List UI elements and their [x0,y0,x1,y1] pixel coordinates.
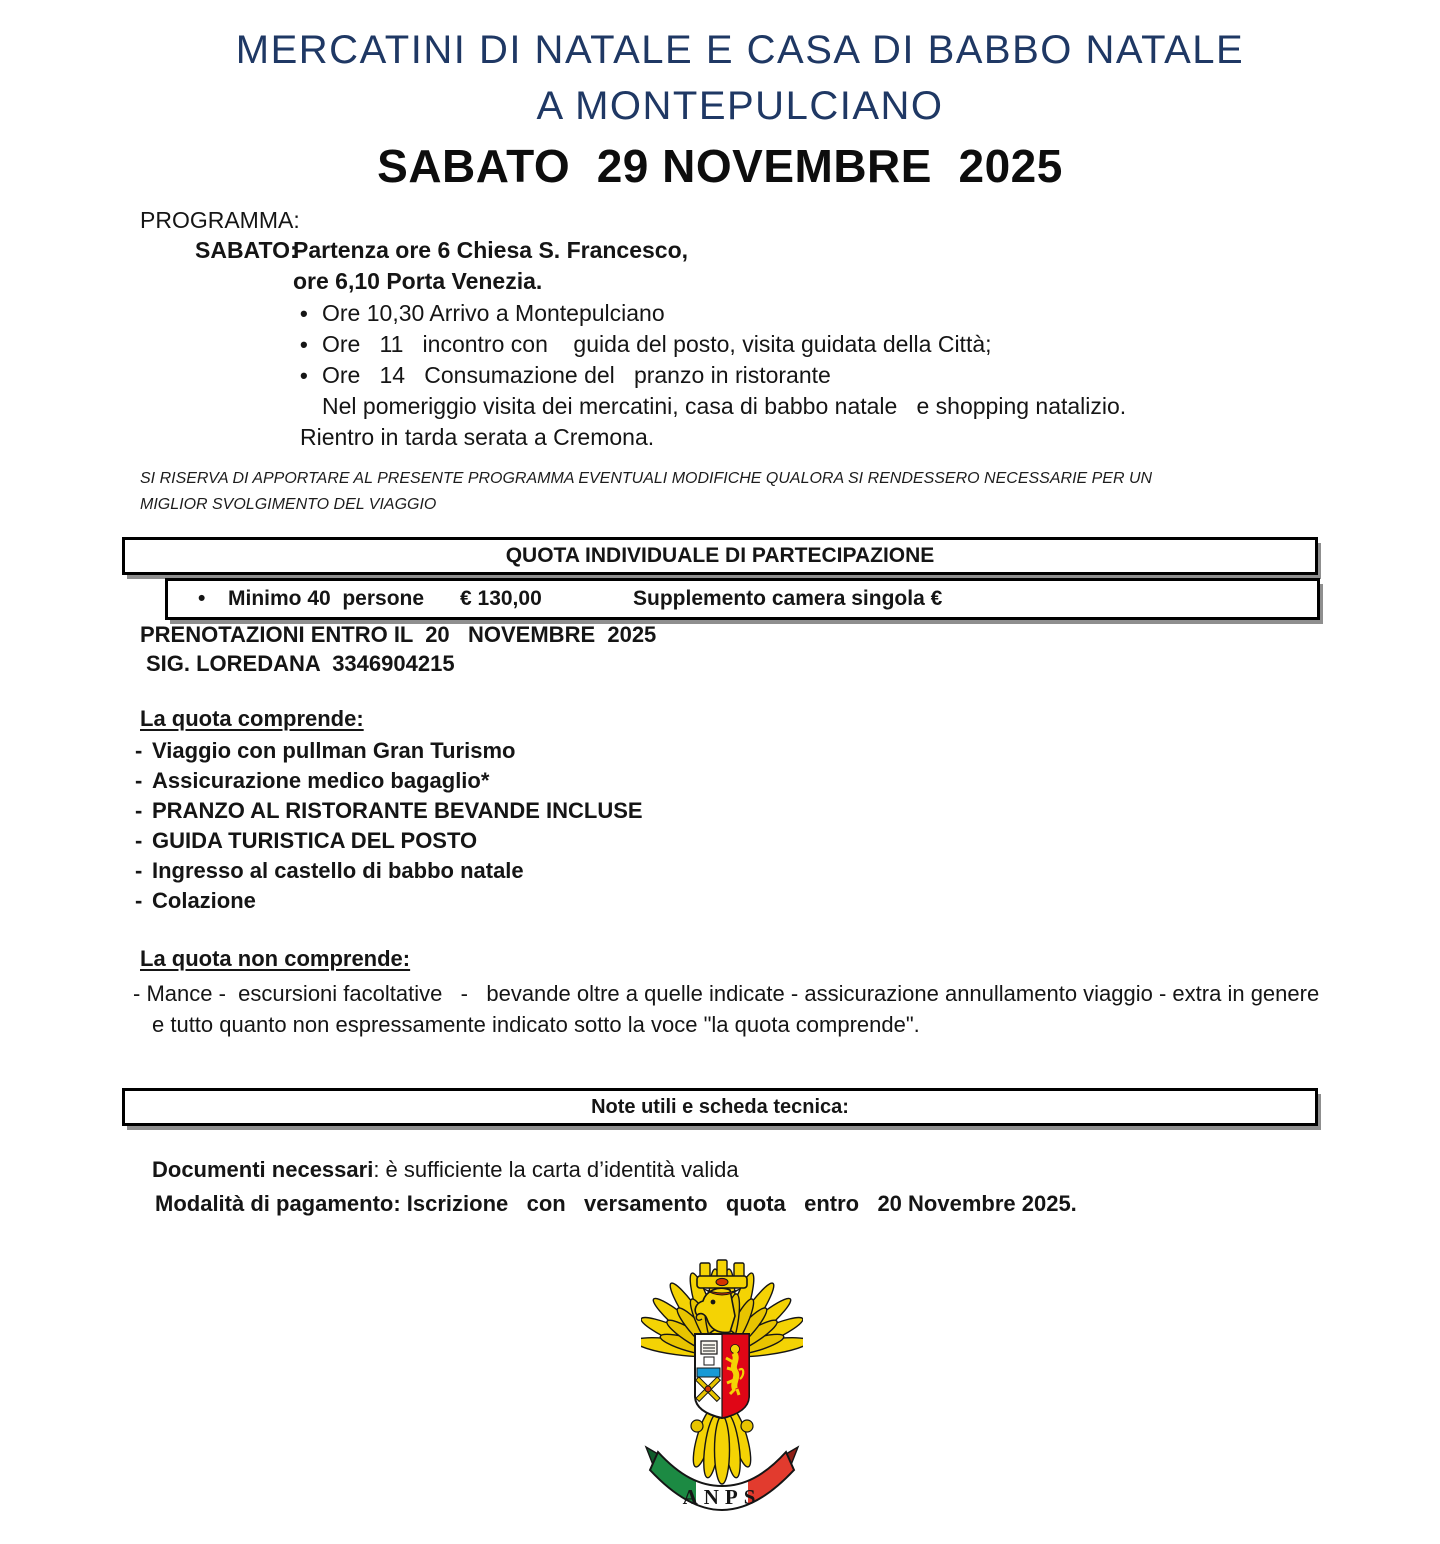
price-text: € 130,00 [460,587,542,610]
includes-heading: La quota comprende: [140,706,364,731]
includes-item [135,768,489,794]
dash-icon: - [135,888,143,913]
schedule-text: Ore 10,30 Arrivo a Montepulciano [322,300,665,326]
anps-eagle-emblem [641,1258,803,1514]
booking-deadline: PRENOTAZIONI ENTRO IL 20 NOVEMBRE 2025 [140,622,657,647]
quota-detail-box [165,578,1320,620]
document-title-line2: A MONTEPULCIANO [536,84,944,128]
program-change-disclaimer: SI RISERVA DI APPORTARE AL PRESENTE PROGRAMMA EVENTUALI MODIFICHE QUALORA SI RENDESSERO NECESSARIE PER UN MIGLIOR SVOLGIMENTO DEL VIAGGIO [140,470,1157,513]
schedule-item [300,300,665,327]
afternoon-note: Nel pomeriggio visita dei mercatini, casa di babbo natale e shopping natalizio. [322,393,1127,419]
documents-line [152,1157,739,1183]
excludes-text: - Mance - escursioni facoltative - bevande oltre a quelle indicate - assicurazione annullamento viaggio - extra in genere e tutto quanto non espressamente indicato sotto la voce "la quota comprende". [133,981,1326,1038]
includes-item-text: PRANZO AL RISTORANTE BEVANDE INCLUSE [152,798,643,823]
dash-icon: - [135,798,143,823]
return-note: Rientro in tarda serata a Cremona. [300,424,655,450]
heraldic-shield [695,1334,749,1418]
quota-header-box [122,537,1318,575]
notes-header-box [122,1088,1318,1126]
booking-contact: SIG. LOREDANA 3346904215 [146,651,455,676]
single-room-supplement-text: Supplemento camera singola € [633,587,943,610]
document-title-line1: MERCATINI DI NATALE E CASA DI BABBO NATALE [235,28,1245,72]
dash-icon: - [135,738,143,763]
includes-item-text: Colazione [152,888,256,913]
schedule-item [300,362,831,389]
departure-row [195,237,688,264]
departure-line2: ore 6,10 Porta Venezia. [293,268,543,294]
excludes-heading: La quota non comprende: [140,946,411,971]
bullet-icon: • [300,363,308,388]
schedule-text: Ore 11 incontro con guida del posto, visita guidata della Città; [322,331,992,357]
includes-item [135,828,477,854]
quota-header-text: QUOTA INDIVIDUALE DI PARTECIPAZIONE [505,544,935,567]
includes-item-text: Viaggio con pullman Gran Turismo [152,738,516,763]
anps-logo [641,1258,803,1514]
notes-header-text: Note utili e scheda tecnica: [591,1095,849,1118]
programma-label: PROGRAMMA: [140,207,300,233]
payment-line: Modalità di pagamento: Iscrizione con versamento quota entro 20 Novembre 2025. [155,1191,1077,1216]
includes-item [135,888,256,914]
includes-item-text: Assicurazione medico bagaglio* [152,768,490,793]
document-date-title: SABATO 29 NOVEMBRE 2025 [377,140,1063,192]
anps-banner-text: ANPS [682,1485,762,1509]
day-label: SABATO: [195,237,298,263]
includes-item [135,738,515,764]
dash-icon: - [135,858,143,883]
documents-label: Documenti necessari [152,1157,374,1182]
bullet-icon: • [300,301,308,326]
includes-item-text: GUIDA TURISTICA DEL POSTO [152,828,478,853]
eagle-eye [711,1300,716,1305]
dash-icon: - [135,828,143,853]
includes-item [135,858,524,884]
bullet-icon: • [198,587,206,610]
shield-blue-band [697,1368,720,1377]
dash-icon: - [135,768,143,793]
includes-item-text: Ingresso al castello di babbo natale [152,858,524,883]
schedule-item [300,331,992,358]
min-persons-text: Minimo 40 persone [228,587,425,610]
departure-line1: Partenza ore 6 Chiesa S. Francesco, [293,237,689,263]
schedule-text: Ore 14 Consumazione del pranzo in ristorante [322,362,831,388]
includes-item [135,798,643,824]
bullet-icon: • [300,332,308,357]
documents-text: : è sufficiente la carta d’identità valida [373,1157,739,1182]
quota-line [168,581,1317,617]
